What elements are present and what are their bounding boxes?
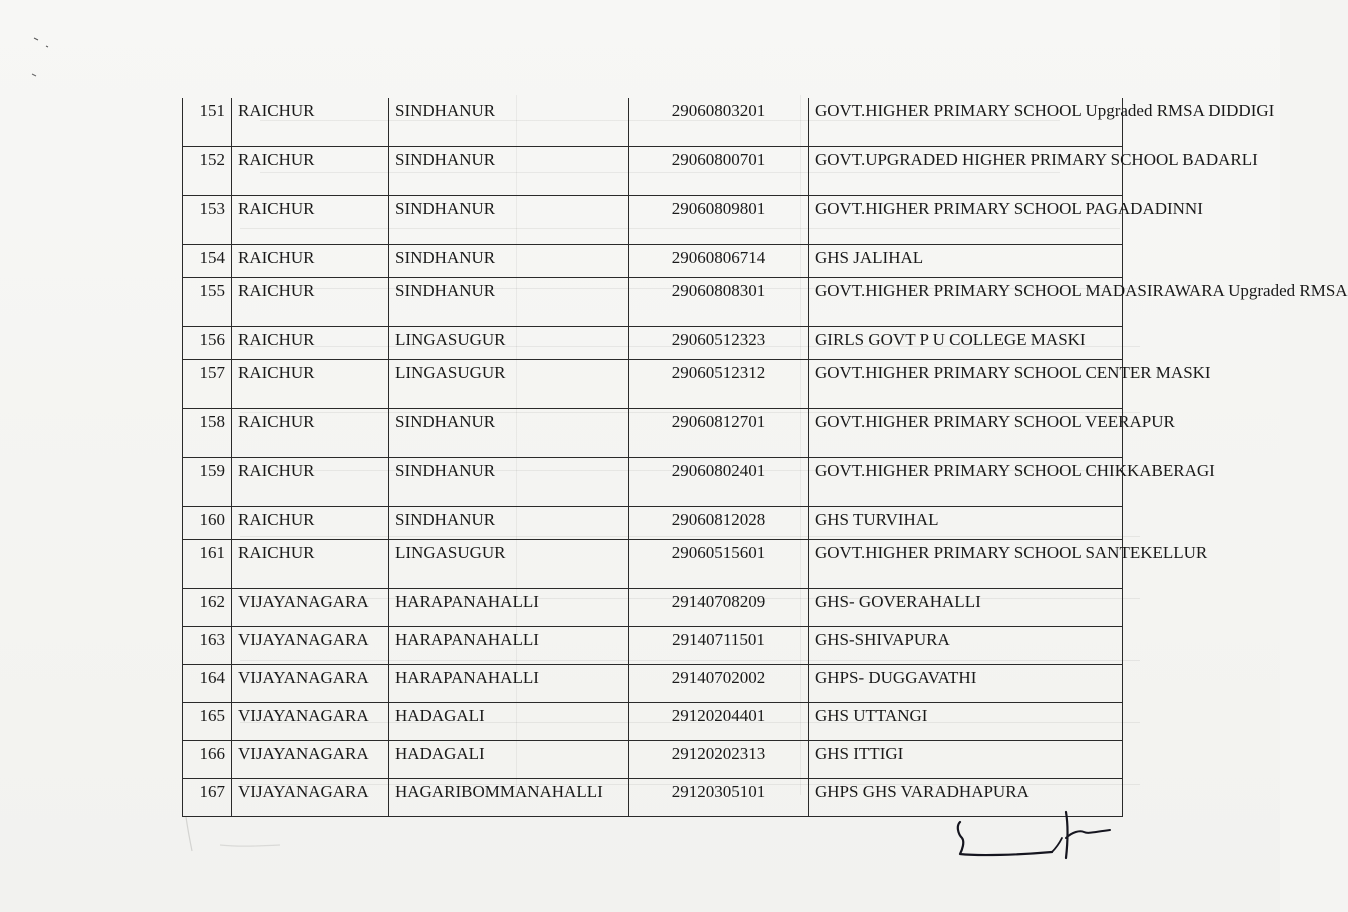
schools-table [182,98,1348,817]
serial-number: 160 [183,507,232,540]
udise-code-cell: 29060806714 [629,245,809,278]
serial-number: 151 [183,98,232,147]
serial-number: 162 [183,589,232,627]
udise-code-cell: 29060800701 [629,147,809,196]
block-cell: HADAGALI [389,741,629,779]
district-cell: RAICHUR [232,507,389,540]
district-cell: VIJAYANAGARA [232,665,389,703]
school-name-cell: GIRLS GOVT P U COLLEGE MASKI [809,327,1123,360]
serial-number: 161 [183,540,232,589]
udise-code-cell: 29060809801 [629,196,809,245]
block-cell: HARAPANAHALLI [389,665,629,703]
district-cell: VIJAYANAGARA [232,779,389,817]
serial-number: 153 [183,196,232,245]
district-cell: VIJAYANAGARA [232,589,389,627]
block-cell: SINDHANUR [389,409,629,458]
faint-bleed-through-mark [180,805,310,860]
block-cell: SINDHANUR [389,147,629,196]
block-cell: LINGASUGUR [389,327,629,360]
serial-number: 167 [183,779,232,817]
table-row [183,409,1123,458]
block-cell: HARAPANAHALLI [389,589,629,627]
block-cell: SINDHANUR [389,278,629,327]
udise-code-cell: 29120204401 [629,703,809,741]
block-cell: HADAGALI [389,703,629,741]
table-row [183,196,1123,245]
table-row [183,458,1123,507]
table-row [183,278,1123,327]
table-row [183,665,1123,703]
district-cell: RAICHUR [232,327,389,360]
udise-code-cell: 29120305101 [629,779,809,817]
school-name-cell: GHS- GOVERAHALLI [809,589,1123,627]
udise-code-cell: 29060802401 [629,458,809,507]
table-row [183,360,1123,409]
district-cell: VIJAYANAGARA [232,703,389,741]
table-row [183,540,1123,589]
serial-number: 159 [183,458,232,507]
school-name-cell: GOVT.HIGHER PRIMARY SCHOOL CENTER MASKI [809,360,1123,409]
block-cell: SINDHANUR [389,196,629,245]
serial-number: 158 [183,409,232,458]
table-row [183,245,1123,278]
serial-number: 154 [183,245,232,278]
udise-code-cell: 29060808301 [629,278,809,327]
table-row [183,741,1123,779]
handwritten-signature [948,808,1118,868]
serial-number: 165 [183,703,232,741]
district-cell: RAICHUR [232,540,389,589]
udise-code-cell: 29060803201 [629,98,809,147]
udise-code-cell: 29140711501 [629,627,809,665]
school-name-cell: GOVT.HIGHER PRIMARY SCHOOL Upgraded RMSA DIDDIGI [809,98,1123,147]
table-row [183,589,1123,627]
udise-code-cell: 29140702002 [629,665,809,703]
serial-number: 155 [183,278,232,327]
margin-scratch-marks [28,28,68,88]
school-name-cell: GOVT.HIGHER PRIMARY SCHOOL MADASIRAWARA Upgraded RMSA [809,278,1123,327]
district-cell: VIJAYANAGARA [232,741,389,779]
district-cell: RAICHUR [232,245,389,278]
block-cell: LINGASUGUR [389,540,629,589]
table-row [183,327,1123,360]
district-cell: RAICHUR [232,98,389,147]
block-cell: SINDHANUR [389,245,629,278]
district-cell: VIJAYANAGARA [232,627,389,665]
district-cell: RAICHUR [232,409,389,458]
serial-number: 156 [183,327,232,360]
school-name-cell: GHS ITTIGI [809,741,1123,779]
district-cell: RAICHUR [232,360,389,409]
table-row [183,147,1123,196]
udise-code-cell: 29060512312 [629,360,809,409]
school-name-cell: GHS TURVIHAL [809,507,1123,540]
udise-code-cell: 29140708209 [629,589,809,627]
udise-code-cell: 29060812028 [629,507,809,540]
school-name-cell: GHPS GHS VARADHAPURA [809,779,1123,817]
school-name-cell: GHS JALIHAL [809,245,1123,278]
table-row [183,98,1123,147]
udise-code-cell: 29060812701 [629,409,809,458]
district-cell: RAICHUR [232,458,389,507]
block-cell: LINGASUGUR [389,360,629,409]
block-cell: HAGARIBOMMANAHALLI [389,779,629,817]
district-cell: RAICHUR [232,147,389,196]
district-cell: RAICHUR [232,196,389,245]
serial-number: 157 [183,360,232,409]
udise-code-cell: 29060512323 [629,327,809,360]
table-row [183,627,1123,665]
block-cell: HARAPANAHALLI [389,627,629,665]
serial-number: 163 [183,627,232,665]
block-cell: SINDHANUR [389,98,629,147]
school-name-cell: GOVT.HIGHER PRIMARY SCHOOL VEERAPUR [809,409,1123,458]
block-cell: SINDHANUR [389,458,629,507]
school-name-cell: GOVT.HIGHER PRIMARY SCHOOL SANTEKELLUR [809,540,1123,589]
school-name-cell: GHS-SHIVAPURA [809,627,1123,665]
block-cell: SINDHANUR [389,507,629,540]
serial-number: 164 [183,665,232,703]
school-name-cell: GOVT.HIGHER PRIMARY SCHOOL CHIKKABERAGI [809,458,1123,507]
school-name-cell: GHPS- DUGGAVATHI [809,665,1123,703]
serial-number: 152 [183,147,232,196]
serial-number: 166 [183,741,232,779]
udise-code-cell: 29060515601 [629,540,809,589]
district-cell: RAICHUR [232,278,389,327]
school-name-cell: GOVT.UPGRADED HIGHER PRIMARY SCHOOL BADARLI [809,147,1123,196]
table-row [183,703,1123,741]
school-name-cell: GHS UTTANGI [809,703,1123,741]
school-name-cell: GOVT.HIGHER PRIMARY SCHOOL PAGADADINNI [809,196,1123,245]
udise-code-cell: 29120202313 [629,741,809,779]
table-row [183,507,1123,540]
